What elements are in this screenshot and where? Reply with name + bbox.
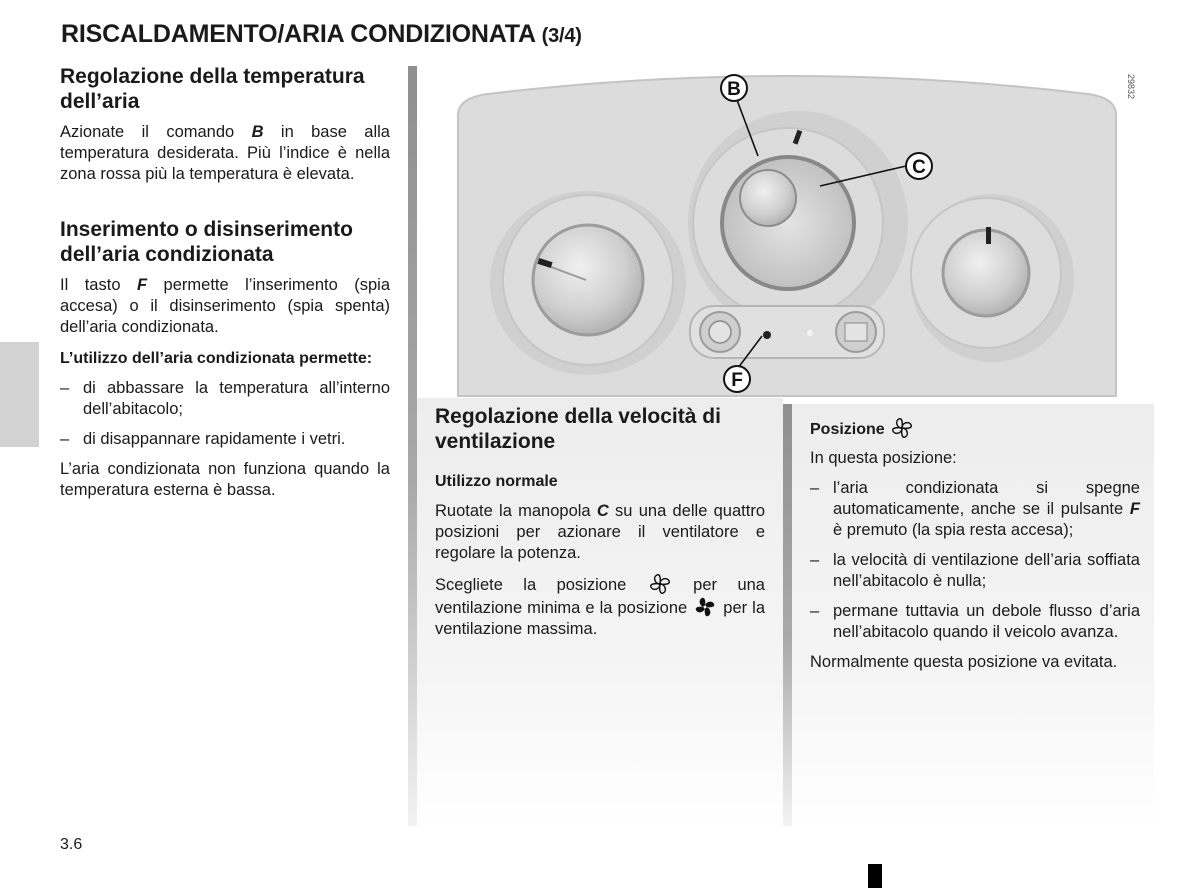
climate-panel-figure [428, 68, 1146, 398]
chapter-tab [0, 342, 39, 447]
section-subheading-normal-use: Utilizzo normale [435, 473, 558, 490]
position-intro: In questa posizione: [810, 449, 957, 467]
fan-filled-icon [694, 596, 716, 618]
position-heading: Posizione [810, 417, 1140, 440]
callout-f-label: F [731, 370, 743, 391]
fan-position-paragraph: Scegliete la posizione per una ventilazione minima e la posizione per la ventilazione massima. [435, 573, 765, 640]
dash-icon: – [60, 379, 70, 397]
callout-b-label: B [727, 79, 741, 100]
column-left [60, 64, 390, 501]
list-item: – permane tuttavia un debole flusso d’aria nell’abitacolo quando il veicolo avanza. [810, 602, 1140, 641]
dash-icon: – [810, 602, 820, 620]
section-heading-fan-speed: Regolazione della velocità di ventilazione [435, 405, 721, 453]
control-ref-f: F [136, 276, 148, 294]
page-title: RISCALDAMENTO/ARIA CONDIZIONATA (3/4) [61, 20, 582, 48]
list-item: – la velocità di ventilazione dell’aria soffiata nell’abitacolo è nulla; [810, 551, 1140, 590]
page-title-part: (3/4) [541, 25, 582, 47]
ac-note: L’aria condizionata non funziona quando la temperatura esterna è bassa. [60, 460, 390, 499]
column-middle [435, 404, 765, 640]
position-note: Normalmente questa posizione va evitata. [810, 653, 1118, 671]
list-item: – di disappannare rapidamente i vetri. [60, 430, 346, 448]
fan-outline-icon [891, 417, 913, 439]
climate-panel-illustration [428, 68, 1146, 398]
dash-icon: – [810, 479, 820, 497]
column-right [810, 417, 1140, 673]
crop-mark [868, 864, 882, 888]
section-heading-temperature: Regolazione della temperatura dell’aria [60, 65, 365, 113]
list-item: – di abbassare la temperatura all’interno dell’abitacolo; [60, 379, 390, 418]
column-divider-left [408, 66, 417, 826]
dash-icon: – [810, 551, 820, 569]
fan-outline-icon [649, 573, 671, 595]
ac-paragraph: Il tasto F permette l’inserimento (spia accesa) o il disinserimento (spia spenta) dell’aria condizionata. [60, 276, 390, 336]
list-item: – l’aria condizionata si spegne automaticamente, anche se il pulsante F è premuto (la spia resta accesa); [810, 479, 1140, 539]
temperature-paragraph: Azionate il comando B in base alla temperatura desiderata. Più l’indice è nella zona rossa più la temperatura è elevata. [60, 123, 390, 183]
figure-ref-code: 29832 [1126, 74, 1136, 100]
callout-c-label: C [912, 157, 926, 178]
control-ref-c: C [596, 502, 609, 520]
section-heading-ac: Inserimento o disinserimento dell’aria condizionata [60, 218, 353, 266]
control-ref-b: B [251, 123, 264, 141]
fan-speed-paragraph: Ruotate la manopola C su una delle quattro posizioni per azionare il ventilatore e regolare la potenza. [435, 502, 765, 562]
page-number: 3.6 [60, 836, 83, 853]
dash-icon: – [60, 430, 70, 448]
ac-benefits-intro: L’utilizzo dell’aria condizionata permette: [60, 350, 373, 367]
control-ref-f: F [1129, 500, 1140, 518]
column-divider-right [783, 404, 792, 826]
